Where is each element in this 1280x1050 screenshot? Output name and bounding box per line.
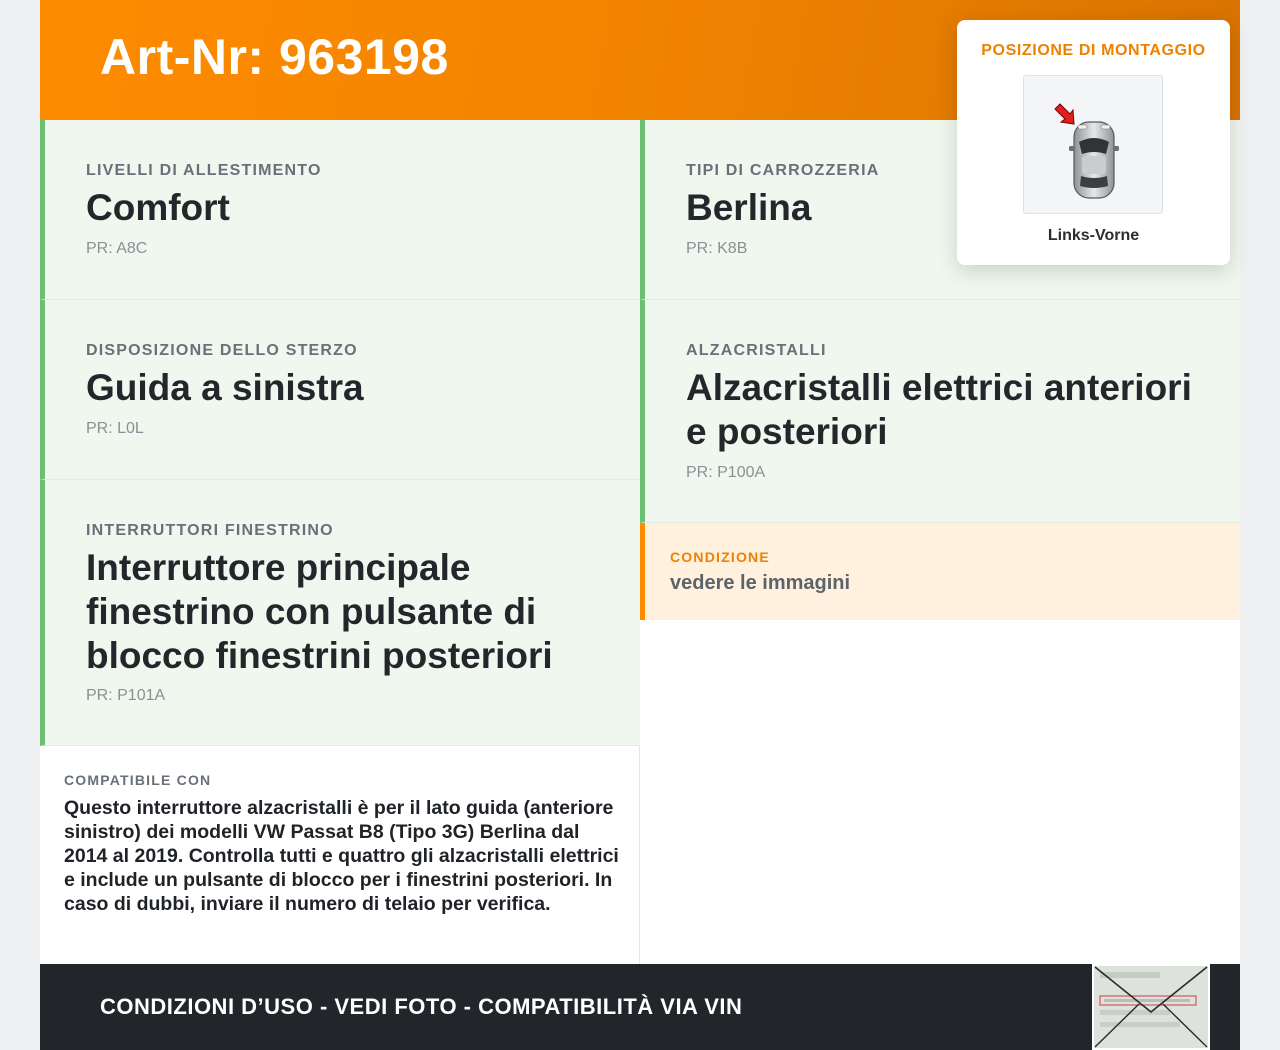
spec-label: DISPOSIZIONE DELLO STERZO xyxy=(86,342,358,359)
product-sheet xyxy=(40,0,1240,1050)
condition-text: vedere le immagini xyxy=(670,572,851,594)
condition-label: CONDIZIONE xyxy=(670,549,770,565)
footer-bar xyxy=(40,964,1240,1050)
spec-pr-code: PR: K8B xyxy=(686,240,748,257)
mounting-image xyxy=(1023,75,1163,214)
vin-document-thumbnail[interactable] xyxy=(1092,964,1210,1050)
compatibility-text: Questo interruttore alzacristalli è per il lato guida (anteriore sinistro) dei modelli VW Passat B8 (Tipo 3G) Berlina dal 2014 al 2019. Controlla tutti e quattro gli alzacristalli elettrici e include un pulsante di blocco per i finestrini posteriori. In caso di dubbi, inviare il numero di telaio per verifica. xyxy=(64,797,619,915)
spec-label: INTERRUTTORI FINESTRINO xyxy=(86,522,334,539)
mounting-title: POSIZIONE DI MONTAGGIO xyxy=(981,42,1206,59)
footer-text: CONDIZIONI D’USO - VEDI FOTO - COMPATIBILITÀ VIA VIN xyxy=(100,994,743,1019)
car-top-view-icon xyxy=(1024,76,1162,213)
spec-value: Berlina xyxy=(686,187,812,228)
spec-value: Alzacristalli elettrici anteriori e posteriori xyxy=(686,367,1192,452)
spec-pr-code: PR: A8C xyxy=(86,240,148,257)
envelope-icon xyxy=(1094,966,1208,1048)
spec-value: Guida a sinistra xyxy=(86,367,364,408)
spec-trim xyxy=(40,120,640,300)
condition-section xyxy=(640,523,1240,620)
compatibility-section xyxy=(40,746,640,964)
spec-pr-code: PR: P101A xyxy=(86,687,166,704)
spec-pr-code: PR: L0L xyxy=(86,420,144,437)
spec-value: Comfort xyxy=(86,187,230,228)
mounting-caption: Links-Vorne xyxy=(1047,227,1140,244)
spec-steering xyxy=(40,300,640,480)
article-number: Art-Nr: 963198 xyxy=(100,29,449,85)
spec-value: Interruttore principale finestrino con pulsante di blocco finestrini posteriori xyxy=(86,547,553,676)
spec-window-switches xyxy=(40,480,640,746)
spec-label: TIPI DI CARROZZERIA xyxy=(686,162,880,179)
spec-pr-code: PR: P100A xyxy=(686,464,766,481)
spec-label: ALZACRISTALLI xyxy=(686,342,827,359)
spec-power-windows xyxy=(640,300,1240,523)
compatibility-label: COMPATIBILE CON xyxy=(64,772,212,788)
mounting-position-card xyxy=(957,20,1230,265)
spec-label: LIVELLI DI ALLESTIMENTO xyxy=(86,162,322,179)
